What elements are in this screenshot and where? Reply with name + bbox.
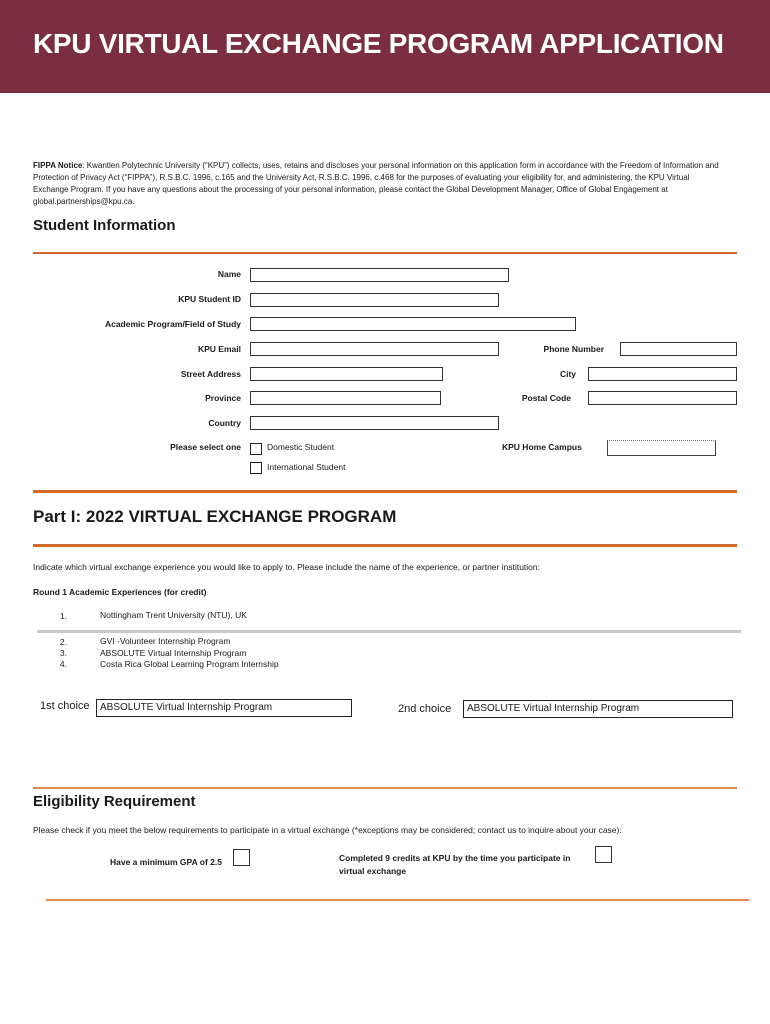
- campus-select[interactable]: [607, 440, 716, 456]
- gpa-checkbox[interactable]: [233, 849, 250, 866]
- list-separator: [37, 630, 741, 633]
- second-choice-label: 2nd choice: [398, 703, 452, 715]
- province-label: Province: [205, 393, 241, 403]
- postal-label: Postal Code: [521, 393, 571, 403]
- list-item: Costa Rica Global Learning Program Internship: [100, 659, 279, 669]
- campus-label: KPU Home Campus: [502, 442, 582, 452]
- gpa-label: Have a minimum GPA of 2.5: [110, 857, 222, 867]
- student-id-label: KPU Student ID: [178, 294, 241, 304]
- first-choice-label: 1st choice: [40, 700, 90, 712]
- city-label: City: [559, 369, 576, 379]
- eligibility-instruction: Please check if you meet the below requirements to participate in a virtual exchange (*exceptions may be considered; contact us to inquire about your case):: [33, 825, 622, 835]
- credits-label-line1: Completed 9 credits at KPU by the time you participate in: [339, 853, 571, 863]
- part1-instruction: Indicate which virtual exchange experience you would like to apply to. Please include the name of the experience, or partner institution:: [33, 562, 540, 572]
- postal-input[interactable]: [588, 391, 737, 405]
- program-label: Academic Program/Field of Study: [104, 319, 241, 329]
- city-input[interactable]: [588, 367, 737, 381]
- second-choice-input[interactable]: ABSOLUTE Virtual Internship Program: [463, 700, 733, 718]
- program-input[interactable]: [250, 317, 576, 331]
- street-label: Street Address: [180, 369, 241, 379]
- credits-checkbox[interactable]: [595, 846, 612, 863]
- name-label: Name: [217, 269, 241, 279]
- eligibility-title: Eligibility Requirement: [33, 793, 196, 810]
- fippa-label: FIPPA Notice: [33, 161, 83, 170]
- page-title: KPU VIRTUAL EXCHANGE PROGRAM APPLICATION: [33, 28, 724, 59]
- province-input[interactable]: [250, 391, 441, 405]
- domestic-checkbox[interactable]: [250, 443, 262, 455]
- part1-title: Part I: 2022 VIRTUAL EXCHANGE PROGRAM: [33, 507, 397, 526]
- part1-divider: [33, 544, 737, 547]
- round1-label: Round 1 Academic Experiences (for credit): [33, 587, 207, 597]
- list-num: 2.: [59, 637, 67, 647]
- name-input[interactable]: [250, 268, 509, 282]
- list-num: 1.: [59, 611, 67, 621]
- domestic-label: Domestic Student: [267, 442, 335, 452]
- select-one-label: Please select one: [170, 442, 241, 452]
- phone-label: Phone Number: [543, 344, 604, 354]
- list-num: 4.: [59, 659, 67, 669]
- country-input[interactable]: [250, 416, 499, 430]
- international-checkbox[interactable]: [250, 462, 262, 474]
- country-label: Country: [208, 418, 241, 428]
- credits-label-line2: virtual exchange: [339, 866, 407, 876]
- eligibility-top-divider: [33, 787, 737, 789]
- list-item: GVI -Volunteer Internship Program: [100, 636, 231, 646]
- international-label: International Student: [267, 462, 346, 472]
- student-info-divider: [33, 252, 737, 254]
- email-input[interactable]: [250, 342, 499, 356]
- email-label: KPU Email: [198, 344, 241, 354]
- list-item: ABSOLUTE Virtual Internship Program: [100, 648, 247, 658]
- fippa-text: : Kwantlen Polytechnic University (“KPU”) collects, uses, retains and discloses your personal information on this application form in accordance with the Freedom of Information and Protection of Privacy Act (“FIPPA”), R.S.B.C. 1996, c.165 and the University Act, R.S.B.C. 1996, c.468 for the purposes of evaluating your eligibility for, and administering, the KPU Virtual Exchange Program. If you have any questions about the processing of your personal information, please contact the Global Development Manager, Office of Global Engagement at global.partnerships@kpu.ca.: [33, 161, 719, 206]
- list-item: Nottingham Trent University (NTU), UK: [100, 610, 247, 620]
- part1-top-divider: [33, 490, 737, 493]
- student-info-title: Student Information: [33, 217, 176, 234]
- student-id-input[interactable]: [250, 293, 499, 307]
- phone-input[interactable]: [620, 342, 737, 356]
- eligibility-bottom-divider: [46, 899, 749, 901]
- street-input[interactable]: [250, 367, 443, 381]
- list-num: 3.: [59, 648, 67, 658]
- fippa-notice: [33, 160, 723, 208]
- first-choice-input[interactable]: ABSOLUTE Virtual Internship Program: [96, 699, 352, 717]
